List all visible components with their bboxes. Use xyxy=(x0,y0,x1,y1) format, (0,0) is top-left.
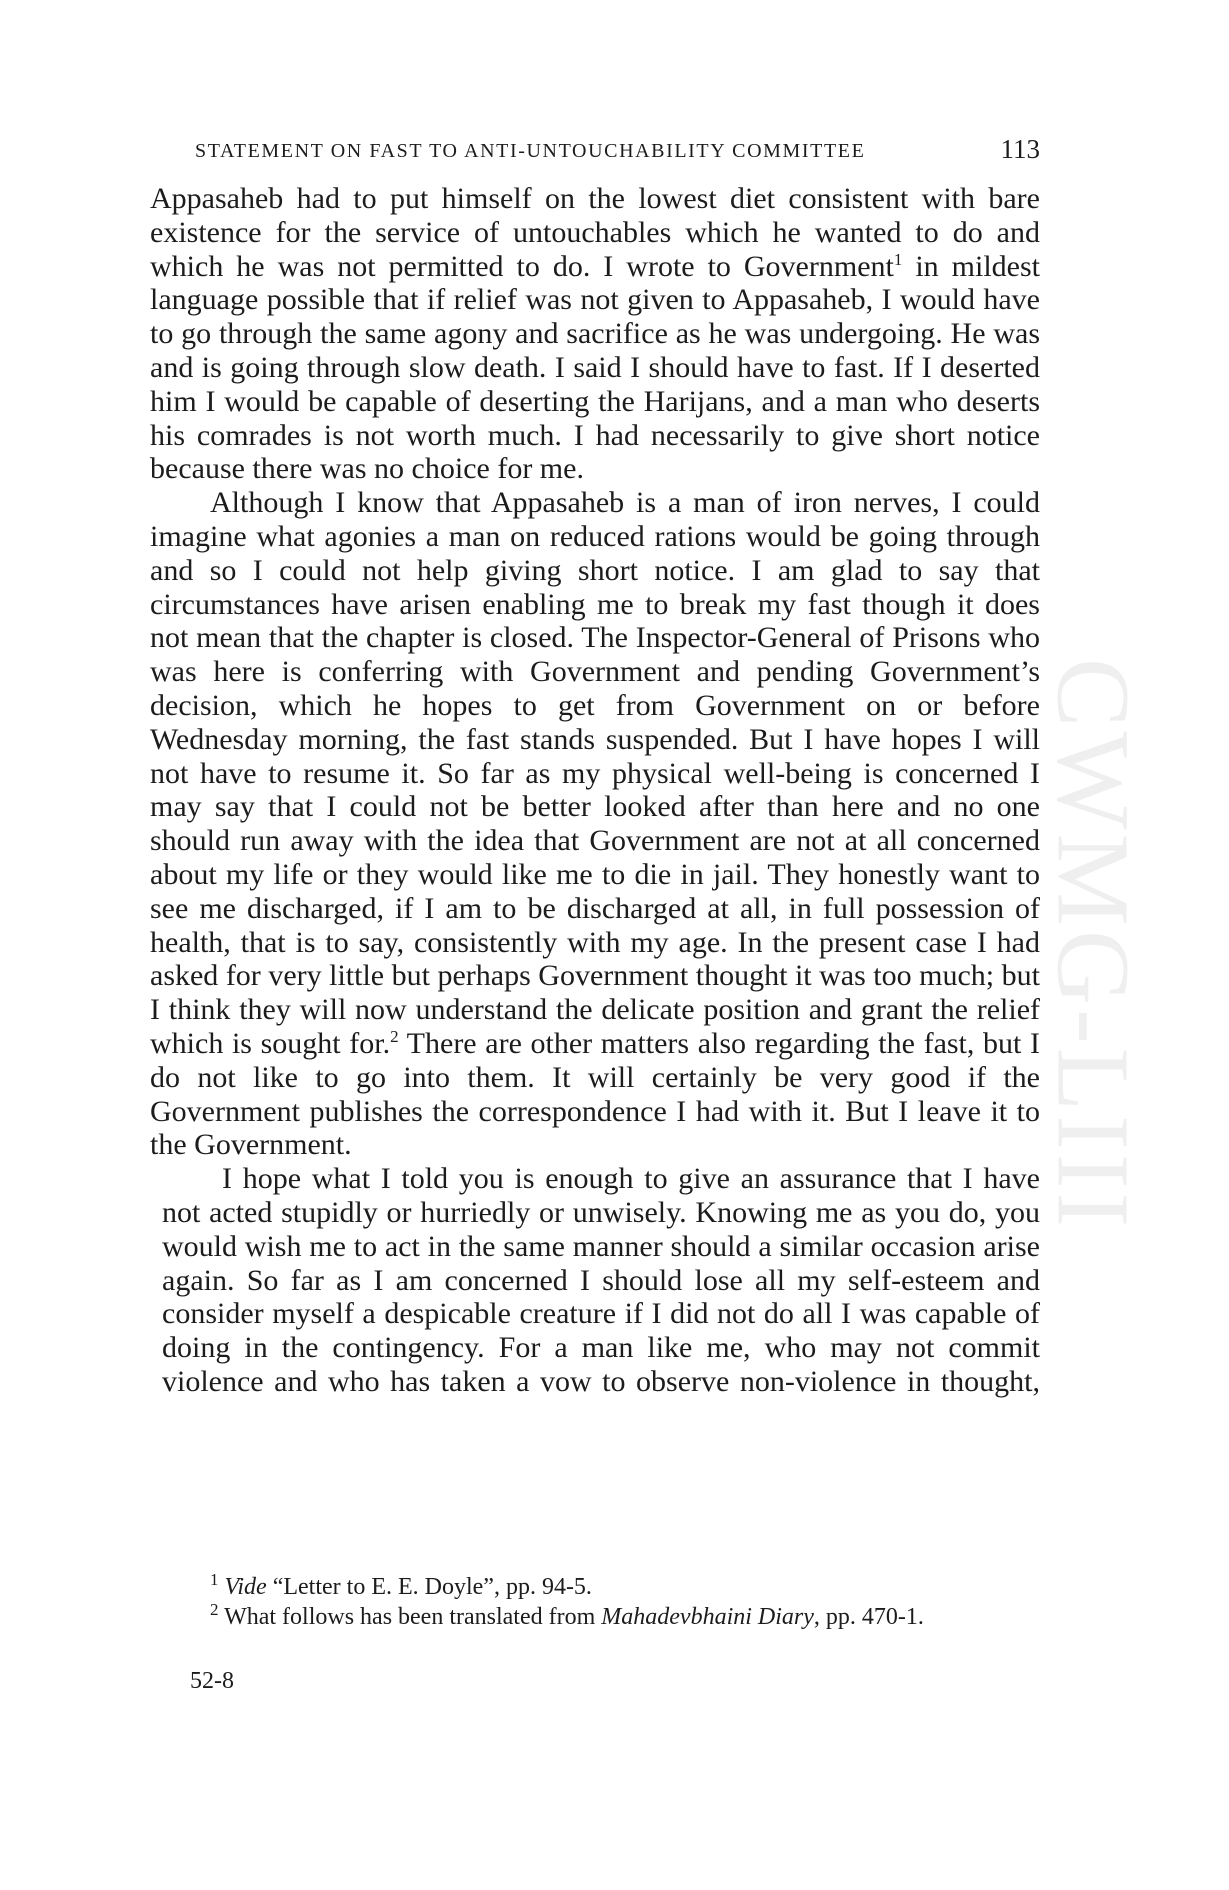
footnote-1-text: “Letter to E. E. Doyle”, pp. 94-5. xyxy=(266,1574,592,1600)
footnote-ref-1: 1 xyxy=(893,249,903,269)
footnote-1-italic: Vide xyxy=(224,1574,267,1600)
watermark-text: CWMG-LIII xyxy=(1035,658,1151,1232)
footnote-2-mark: 2 xyxy=(210,1600,219,1619)
paragraph-1-text-b: in mildest language possible that if relief was not given to Appasaheb, I would have to go through the same agony and sacrifice as he was undergoing. He was and is going through slow death. I said I should have to fast. If I deserted him I would be capable of deserting the Harijans, and a man who deserts his comrades is not worth much. I had necessarily to give short notice because there was no choice for me. xyxy=(150,249,1040,486)
paragraph-2 xyxy=(150,486,1040,1162)
footnote-2 xyxy=(210,1602,1040,1632)
paragraph-2-text-b: There are other matters also regarding the fast, but I do not like to go into them. It will certainly be very good if the Government publishes the correspondence I had with it. But I leave it to the Government. xyxy=(150,1026,1040,1162)
footnote-1 xyxy=(210,1572,1040,1602)
footnote-2-italic: Mahadevbhaini Diary xyxy=(601,1604,814,1630)
footnote-ref-2: 2 xyxy=(390,1026,399,1046)
footnotes xyxy=(210,1572,1040,1632)
running-title: STATEMENT ON FAST TO ANTI-UNTOUCHABILITY COMMITTEE xyxy=(195,140,866,162)
footnote-1-mark: 1 xyxy=(210,1570,219,1589)
watermark xyxy=(1035,520,1151,1370)
paragraph-2-text-a: Although I know that Appasaheb is a man of iron nerves, I could imagine what agonies a man on reduced rations would be going through and so I could not help giving short notice. I am glad to say that circumstances have arisen enabling me to break my fast though it does not mean that the chapter is closed. The Inspector-General of Prisons who was here is conferring with Government and pending Government’s decision, which he hopes to get from Government on or before Wednesday morning, the fast stands suspended. But I have hopes I will not have to resume it. So far as my physical well-being is concerned I may say that I could not be better looked after than here and no one should run away with the idea that Government are not at all concerned about my life or they would like me to die in jail. They honestly want to see me discharged, if I am to be discharged at all, in full possession of health, that is to say, consistently with my age. In the present case I had asked for very little but perhaps Government thought it was too much; but I think they will now understand the delicate position and grant the relief which is sought for. xyxy=(150,486,1040,1060)
printer-signature: 52-8 xyxy=(190,1668,234,1694)
paragraph-3-text: I hope what I told you is enough to give an assurance that I have not acted stupidly or hurriedly or unwisely. Knowing me as you do, you would wish me to act in the same manner should a similar occasion arise again. So far as I am concerned I should lose all my self-esteem and consider myself a despicable creature if I did not do all I was capable of doing in the contingency. For a man like me, who may not commit violence and who has taken a vow to observe non-violence in thought, xyxy=(162,1162,1040,1398)
page-header xyxy=(195,134,1040,166)
paragraph-1 xyxy=(150,182,1040,486)
paragraph-1-text-a: Appasaheb had to put himself on the lowest diet consistent with bare existence for the service of untouchables which he wanted to do and which he was not permitted to do. I wrote to Government xyxy=(150,182,1040,283)
body-text xyxy=(150,182,1040,1399)
paragraph-3 xyxy=(150,1162,1040,1399)
footnote-2-text-b: , pp. 470-1. xyxy=(813,1604,924,1630)
page-number: 113 xyxy=(1000,134,1040,164)
footnote-2-text: What follows has been translated from xyxy=(218,1604,602,1630)
